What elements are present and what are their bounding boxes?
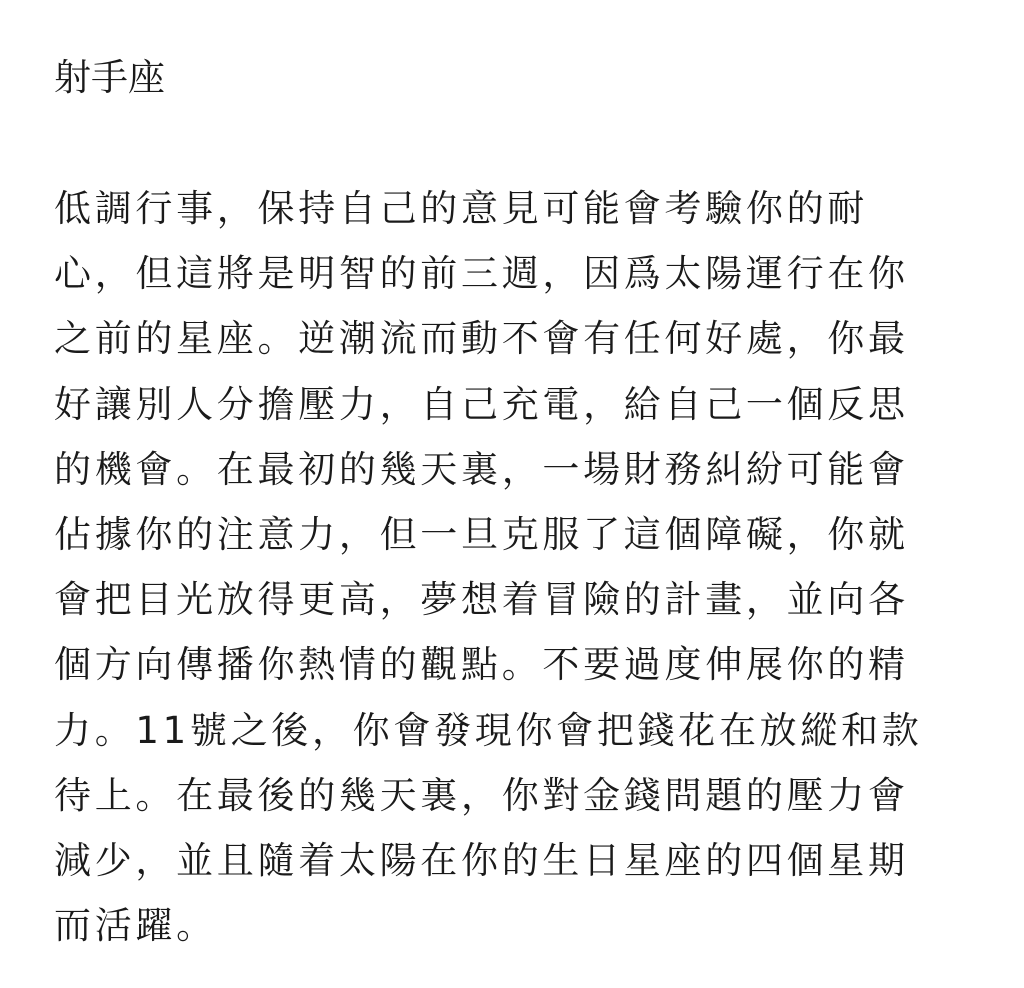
text-line: 力。11號之後，你會發現你會把錢花在放縱和款 [54, 708, 923, 752]
text-line: 心，但這將是明智的前三週，因爲太陽運行在你 [54, 252, 909, 296]
page-title: 射手座 [54, 56, 165, 99]
horoscope-text [54, 176, 974, 958]
text-line: 好讓別人分擔壓力，自己充電，給自己一個反思 [54, 382, 909, 426]
text-line: 佔據你的注意力，但一旦克服了這個障礙，你就 [54, 512, 909, 556]
text-line: 的機會。在最初的幾天裏，一場財務糾紛可能會 [54, 447, 909, 491]
text-line: 而活躍。 [54, 904, 217, 948]
text-line: 減少，並且隨着太陽在你的生日星座的四個星期 [54, 838, 909, 882]
text-line: 低調行事，保持自己的意見可能會考驗你的耐 [54, 187, 868, 230]
text-line: 個方向傳播你熱情的觀點。不要過度伸展你的精 [54, 643, 909, 687]
text-line: 會把目光放得更高，夢想着冒險的計畫，並向各 [54, 578, 909, 622]
text-line: 之前的星座。逆潮流而動不會有任何好處，你最 [54, 317, 909, 361]
text-line: 待上。在最後的幾天裏，你對金錢問題的壓力會 [54, 773, 909, 817]
